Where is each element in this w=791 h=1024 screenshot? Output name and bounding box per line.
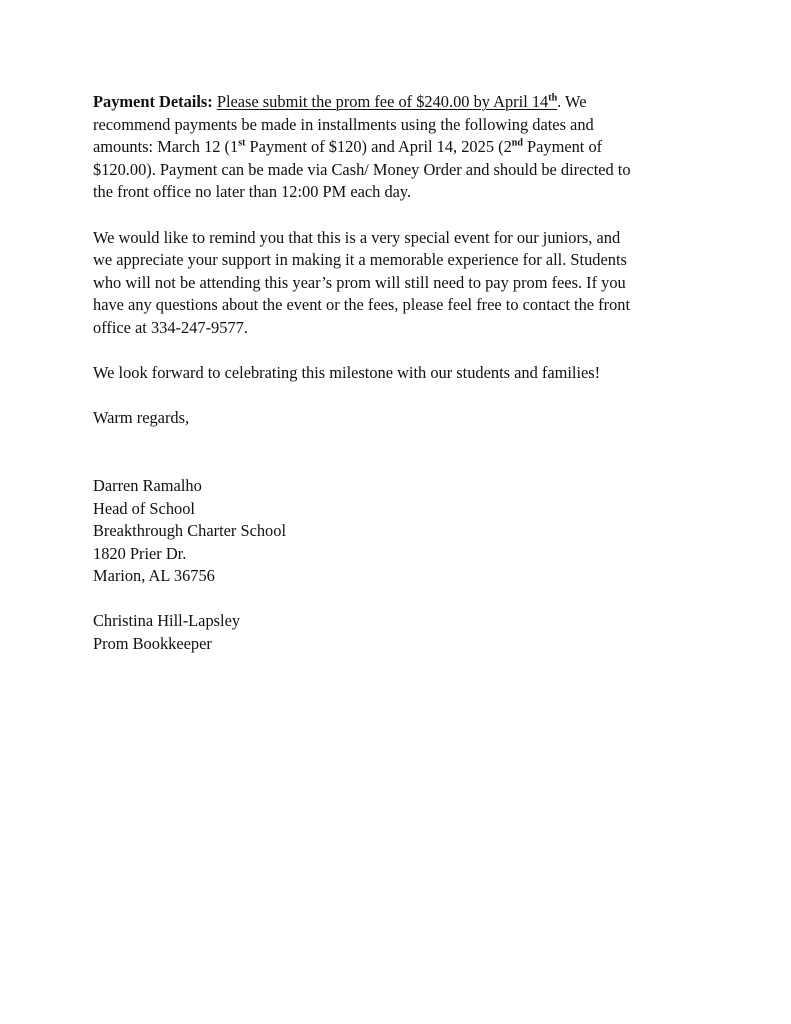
letter-body bbox=[93, 91, 703, 656]
bookkeeper-title: Prom Bookkeeper bbox=[93, 634, 212, 654]
closing-paragraph bbox=[93, 362, 703, 385]
signature-space bbox=[93, 430, 703, 475]
salutation-paragraph bbox=[93, 407, 703, 430]
reminder-line-2: we appreciate your support in making it a memorable experience for all. Students bbox=[93, 250, 627, 270]
reminder-line-5: office at 334-247-9577. bbox=[93, 317, 248, 337]
payment-line-1: Payment Details: Please submit the prom fee of $240.00 by April 14th. We bbox=[93, 92, 587, 111]
payment-line-4: $120.00). Payment can be made via Cash/ Money Order and should be directed to bbox=[93, 159, 631, 179]
closing-line: We look forward to celebrating this milestone with our students and families! bbox=[93, 363, 601, 383]
reminder-line-3: who will not be attending this year’s prom will still need to pay prom fees. If you bbox=[93, 272, 626, 292]
signature-block-head bbox=[93, 475, 703, 588]
salutation: Warm regards, bbox=[93, 408, 190, 428]
signatory-name: Darren Ramalho bbox=[93, 475, 202, 495]
reminder-line-4: have any questions about the event or the fees, please feel free to contact the front bbox=[93, 295, 631, 315]
school-name: Breakthrough Charter School bbox=[93, 521, 286, 541]
school-city: Marion, AL 36756 bbox=[93, 566, 215, 586]
bookkeeper-name: Christina Hill-Lapsley bbox=[93, 611, 241, 631]
school-street: 1820 Prier Dr. bbox=[93, 543, 187, 563]
signature-block-bookkeeper bbox=[93, 610, 703, 655]
ordinal-suffix: st bbox=[238, 137, 246, 149]
reminder-line-1: We would like to remind you that this is a very special event for our juniors, and bbox=[93, 227, 621, 247]
payment-line-3: amounts: March 12 (1st Payment of $120) and April 14, 2025 (2nd Payment of bbox=[93, 137, 603, 157]
payment-details-label: Payment Details: bbox=[93, 92, 213, 111]
payment-line-2: recommend payments be made in installments using the following dates and bbox=[93, 114, 594, 134]
signatory-title: Head of School bbox=[93, 498, 195, 518]
ordinal-suffix: th bbox=[548, 92, 558, 104]
reminder-paragraph bbox=[93, 227, 703, 340]
payment-details-paragraph bbox=[93, 91, 703, 204]
payment-deadline-text: Please submit the prom fee of $240.00 by April 14th bbox=[216, 92, 558, 111]
payment-line-5: the front office no later than 12:00 PM each day. bbox=[93, 182, 412, 202]
ordinal-suffix: nd bbox=[511, 137, 523, 149]
